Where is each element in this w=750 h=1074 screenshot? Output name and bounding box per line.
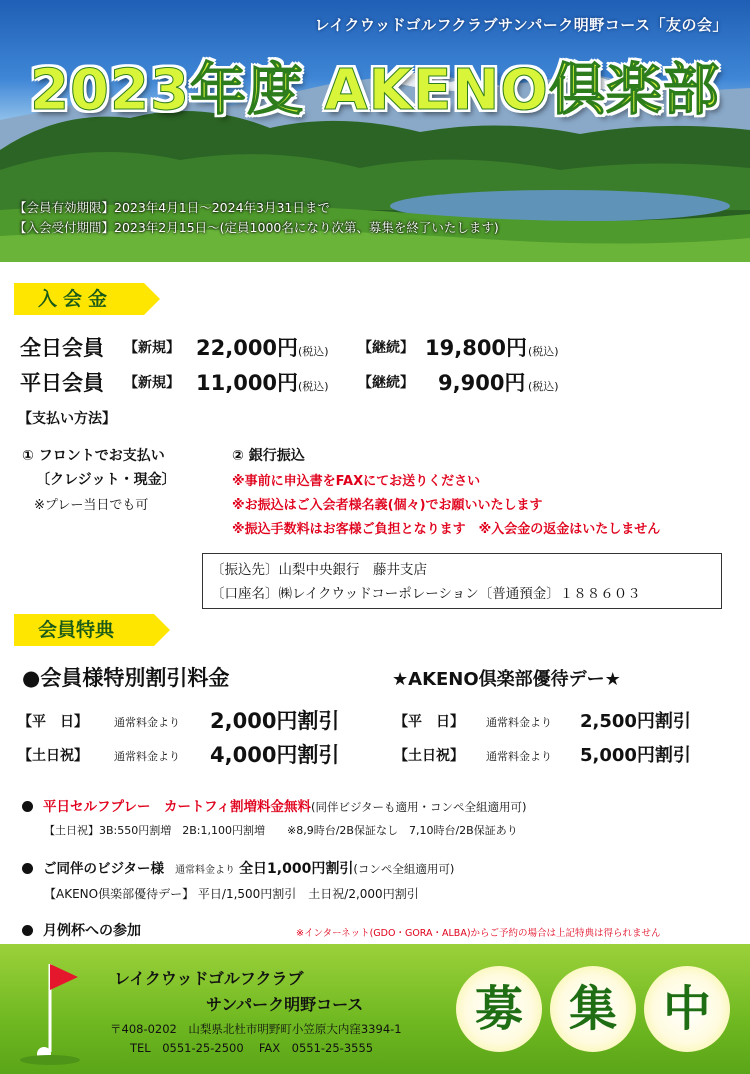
full-cont-price: 19,800円 <box>425 336 528 360</box>
weekend-discount-label: 【土日祝】 <box>18 748 88 764</box>
payment-option-front-note: ※プレー当日でも可 <box>34 498 149 513</box>
payment-option-front: ① フロントでお支払い <box>22 448 165 464</box>
membership-period-block <box>14 198 499 238</box>
bank-note-fee: ※振込手数料はお客様ご負担となります ※入会金の返金はいたしません <box>232 522 661 537</box>
internet-booking-note: ※インターネット(GDO・GORA・ALBA)からご予約の場合は上記特典は得られません <box>296 928 661 939</box>
benefit-cart-fee <box>22 795 527 815</box>
recruit-char-1: 募 <box>456 966 542 1052</box>
page-title: 2023年度 AKENO倶楽部 <box>30 58 720 123</box>
cart-fee-note: (同伴ビジターも適用・コンペ全組適用可) <box>310 800 527 814</box>
weekday-discount-label: 【平 日】 <box>18 714 88 730</box>
weekday-cont-price: 9,900円 <box>438 371 526 395</box>
benefit-monthly-cup <box>22 920 141 940</box>
monthly-cup-main: 月例杯への参加 <box>43 923 141 939</box>
yutai-weekend-label: 【土日祝】 <box>394 748 464 764</box>
special-discount-title: ●会員様特別割引料金 <box>22 666 230 690</box>
full-cont-tax: (税込) <box>528 345 559 358</box>
bullet-icon <box>22 925 33 936</box>
hero-subtitle: レイクウッドゴルフクラブサンパーク明野コース「友の会」 <box>314 16 728 34</box>
footer-banner <box>0 944 750 1074</box>
membership-validity: 【会員有効期限】2023年4月1日～2024年3月31日まで <box>14 200 330 215</box>
yutai-weekend-value: 5,000円割引 <box>580 745 691 766</box>
bank-branch: 〔振込先〕山梨中央銀行 藤井支店 <box>211 562 427 578</box>
bullet-icon <box>22 863 33 874</box>
recruit-char-3: 中 <box>644 966 730 1052</box>
weekday-new-label: 【新規】 <box>124 375 180 391</box>
bank-account-box <box>202 553 722 609</box>
club-contact: TEL 0551-25-2500 FAX 0551-25-3555 <box>130 1041 374 1055</box>
visitor-value: 全日1,000円割引 <box>239 861 354 877</box>
recruit-char-2: 集 <box>550 966 636 1052</box>
club-name-1: レイクウッドゴルフクラブ <box>114 969 304 988</box>
visitor-note: (コンペ全組適用可) <box>353 862 455 876</box>
fee-heading: 入会金 <box>14 283 144 315</box>
cart-fee-detail: 【土日祝】3B:550円割増 2B:1,100円割増 ※8,9時台/2B保証なし 7,10時台/2B保証あり <box>44 824 518 837</box>
weekday-new-tax: (税込) <box>298 380 329 393</box>
bank-note-fax: ※事前に申込書をFAXにてお送りください <box>232 474 481 489</box>
bank-note-name: ※お振込はご入会者様名義(個々)でお願いいたします <box>232 498 543 513</box>
weekday-member-label: 平日会員 <box>20 371 104 395</box>
yutai-weekend-pre: 通常料金より <box>486 750 552 763</box>
payment-option-bank: ② 銀行振込 <box>232 448 305 464</box>
benefit-visitor <box>22 857 454 878</box>
hero-banner <box>0 0 750 262</box>
weekday-discount-value: 2,000円割引 <box>210 709 340 733</box>
full-new-tax: (税込) <box>298 345 329 358</box>
full-new-label: 【新規】 <box>124 340 180 356</box>
weekday-discount-pre: 通常料金より <box>114 716 180 729</box>
cart-fee-main: 平日セルフプレー カートフィ割増料金無料 <box>43 799 311 815</box>
visitor-detail: 【AKENO倶楽部優待デー】 平日/1,500円割引 土日祝/2,000円割引 <box>44 887 419 901</box>
full-cont-label: 【継続】 <box>358 340 414 356</box>
club-address: 〒408-0202 山梨県北杜市明野町小笠原大内窪3394-1 <box>110 1022 402 1036</box>
yutai-weekday-pre: 通常料金より <box>486 716 552 729</box>
yutai-weekday-label: 【平 日】 <box>394 714 464 730</box>
golf-flag-icon <box>0 944 90 1074</box>
weekday-cont-label: 【継続】 <box>358 375 414 391</box>
club-name-2: サンパーク明野コース <box>206 995 364 1014</box>
yutai-weekday-value: 2,500円割引 <box>580 711 691 732</box>
bank-account-name: 〔口座名〕㈱レイクウッドコーポレーション〔普通預金〕１８８６０３ <box>211 586 641 602</box>
bullet-icon <box>22 801 33 812</box>
benefits-heading: 会員特典 <box>14 614 154 646</box>
weekend-discount-pre: 通常料金より <box>114 750 180 763</box>
payment-title: 【支払い方法】 <box>18 411 116 427</box>
weekend-discount-value: 4,000円割引 <box>210 743 340 767</box>
weekday-cont-tax: (税込) <box>528 380 559 393</box>
payment-option-front-methods: 〔クレジット・現金〕 <box>36 472 176 488</box>
full-member-label: 全日会員 <box>20 336 104 360</box>
weekday-new-price: 11,000円 <box>196 371 299 395</box>
reception-period: 【入会受付期間】2023年2月15日～(定員1000名になり次第、募集を終了いたします) <box>14 220 499 235</box>
full-new-price: 22,000円 <box>196 336 299 360</box>
visitor-pre: 通常料金より <box>175 865 236 876</box>
yutai-day-title: ★AKENO倶楽部優待デー★ <box>392 669 621 690</box>
visitor-main: ご同伴のビジター様 <box>43 861 164 877</box>
